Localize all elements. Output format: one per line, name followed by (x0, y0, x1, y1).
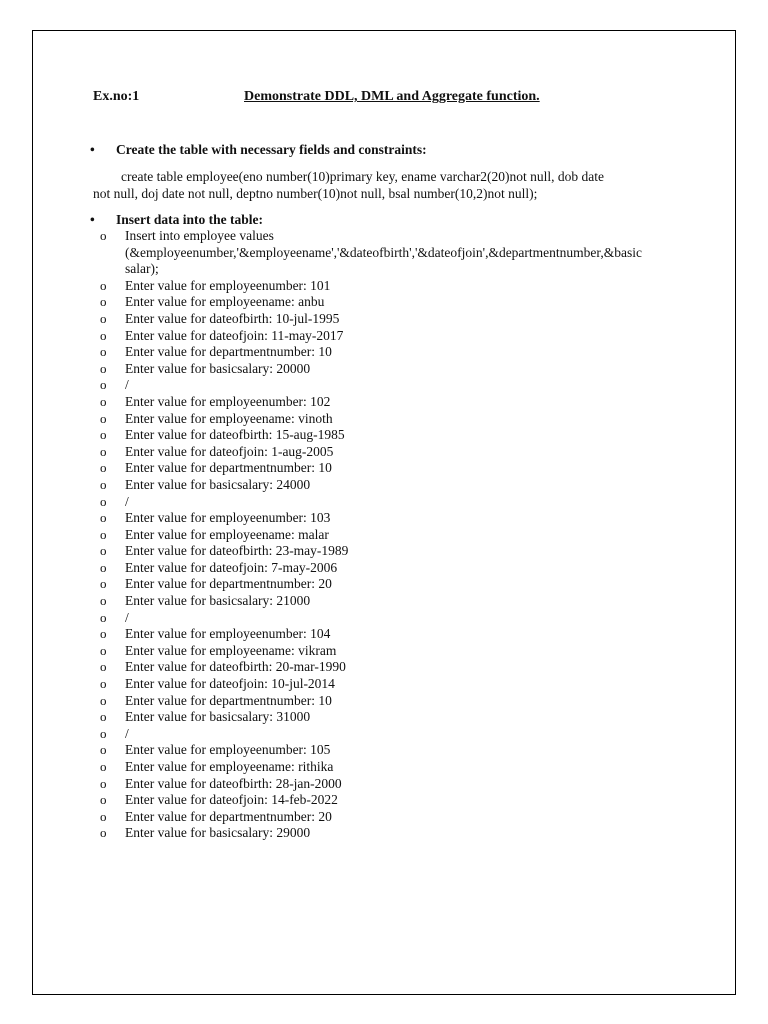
list-item-text: Enter value for dateofjoin: 1-aug-2005 (125, 443, 334, 459)
list-item-text: / (125, 609, 129, 625)
list-item (100, 527, 700, 544)
list-item (100, 659, 700, 676)
list-item (100, 676, 700, 693)
sub-bullet-icon: o (100, 659, 107, 675)
sub-bullet-icon: o (100, 642, 107, 658)
list-item-text: Enter value for dateofjoin: 14-feb-2022 (125, 792, 338, 808)
list-item-text: Enter value for basicsalary: 24000 (125, 476, 311, 492)
list-item (100, 610, 700, 627)
list-item-text: / (125, 493, 129, 509)
list-item (100, 742, 700, 759)
sql-line-1: create table employee(eno number(10)primary key, ename varchar2(20)not null, dob date (121, 169, 605, 184)
list-item (100, 576, 700, 593)
list-item (100, 643, 700, 660)
sub-bullet-icon: o (100, 543, 107, 559)
list-item (100, 560, 700, 577)
section-create-heading (90, 142, 427, 158)
list-item-text: Enter value for basicsalary: 31000 (125, 709, 311, 725)
sub-bullet-icon (100, 245, 125, 262)
list-item-text: Enter value for dateofbirth: 23-may-1989 (125, 543, 349, 559)
list-item (100, 494, 700, 511)
sub-bullet-icon: o (100, 825, 107, 841)
sub-bullet-icon: o (100, 742, 107, 758)
list-item (100, 726, 700, 743)
list-item-text: Enter value for departmentnumber: 20 (125, 808, 332, 824)
sub-bullet-icon: o (100, 427, 107, 443)
list-item-text: Enter value for dateofbirth: 20-mar-1990 (125, 659, 346, 675)
list-item (100, 510, 700, 527)
sub-bullet-icon: o (100, 393, 107, 409)
create-table-sql (93, 168, 653, 202)
list-item (100, 809, 700, 826)
list-item-text: Enter value for employeename: malar (125, 526, 329, 542)
sub-bullet-icon: o (100, 759, 107, 774)
sub-bullet-icon: o (100, 327, 107, 343)
list-item-text: Enter value for employeename: vikram (125, 642, 337, 658)
list-item (100, 444, 700, 461)
list-item-text: Enter value for departmentnumber: 10 (125, 460, 332, 476)
list-item-text: Insert into employee values (125, 228, 274, 243)
list-item (100, 825, 700, 842)
sub-bullet-icon: o (100, 775, 107, 791)
sub-bullet-icon: o (100, 493, 107, 509)
list-item-text: salar); (125, 261, 159, 277)
list-item-text: Enter value for dateofbirth: 28-jan-2000 (125, 775, 342, 791)
section-create-label: Create the table with necessary fields and constraints: (116, 142, 427, 157)
sub-bullet-icon: o (100, 294, 107, 310)
list-item (100, 460, 700, 477)
list-item (100, 693, 700, 710)
list-item-text: Enter value for employeename: anbu (125, 294, 325, 310)
sub-bullet-icon: o (100, 277, 107, 293)
list-item (100, 261, 700, 278)
sub-bullet-icon: o (100, 510, 107, 526)
list-item-text: Enter value for basicsalary: 20000 (125, 360, 311, 376)
sub-bullet-icon: o (100, 310, 107, 326)
list-item-text: Enter value for departmentnumber: 10 (125, 344, 332, 360)
sub-bullet-icon: o (100, 344, 107, 360)
sub-bullet-icon: o (100, 792, 107, 808)
page-title: Demonstrate DDL, DML and Aggregate function. (244, 89, 540, 104)
list-item (100, 792, 700, 809)
sub-bullet-icon: o (100, 593, 107, 609)
list-item-text: Enter value for employeenumber: 105 (125, 742, 331, 758)
sub-bullet-icon: o (100, 526, 107, 542)
list-item-text: Enter value for dateofjoin: 11-may-2017 (125, 327, 344, 343)
list-item-text: Enter value for basicsalary: 29000 (125, 825, 311, 841)
list-item (100, 411, 700, 428)
list-item-text: Enter value for basicsalary: 21000 (125, 593, 311, 609)
list-item-text: Enter value for employeenumber: 101 (125, 277, 331, 293)
sub-bullet-icon: o (100, 443, 107, 459)
list-item-text: Enter value for dateofjoin: 10-jul-2014 (125, 676, 335, 692)
list-item-text: Enter value for employeenumber: 104 (125, 626, 331, 642)
list-item (100, 377, 700, 394)
list-item (100, 709, 700, 726)
list-item-text: / (125, 725, 129, 741)
sub-bullet-icon: o (100, 377, 107, 393)
list-item (100, 311, 700, 328)
list-item-text: Enter value for dateofbirth: 10-jul-1995 (125, 310, 340, 326)
sub-bullet-icon: o (100, 692, 107, 708)
sub-bullet-icon: o (100, 609, 107, 625)
list-item (100, 328, 700, 345)
list-item (100, 543, 700, 560)
sub-bullet-icon: o (100, 476, 107, 492)
list-item-text: Enter value for employeename: vinoth (125, 410, 333, 426)
list-item (100, 593, 700, 610)
list-item (100, 361, 700, 378)
list-item-text: Enter value for departmentnumber: 10 (125, 692, 332, 708)
list-item (100, 228, 700, 245)
list-item (100, 245, 700, 262)
sub-bullet-icon: o (100, 460, 107, 476)
list-item-text: Enter value for departmentnumber: 20 (125, 576, 332, 592)
bullet-icon: • (90, 212, 95, 227)
section-insert-heading (90, 212, 263, 228)
sub-bullet-icon (100, 261, 125, 278)
list-item (100, 776, 700, 793)
sub-bullet-icon: o (100, 576, 107, 592)
sub-bullet-icon: o (100, 709, 107, 725)
list-item (100, 344, 700, 361)
list-item (100, 759, 700, 776)
list-item-text: Enter value for employeename: rithika (125, 759, 334, 774)
list-item-text: Enter value for dateofjoin: 7-may-2006 (125, 559, 338, 575)
sub-bullet-icon: o (100, 626, 107, 642)
list-item (100, 394, 700, 411)
sub-bullet-icon: o (100, 360, 107, 376)
sub-bullet-icon: o (100, 410, 107, 426)
list-item (100, 477, 700, 494)
bullet-icon: • (90, 142, 95, 157)
sql-line-2: not null, doj date not null, deptno number(10)not null, bsal number(10,2)not null); (93, 186, 538, 201)
list-item (100, 294, 700, 311)
list-item-text: / (125, 377, 129, 393)
sub-bullet-icon: o (100, 559, 107, 575)
list-item (100, 278, 700, 295)
sub-bullet-icon: o (100, 808, 107, 824)
sub-bullet-icon: o (100, 676, 107, 692)
exercise-number: Ex.no:1 (93, 89, 140, 104)
sub-bullet-icon: o (100, 725, 107, 741)
list-item (100, 427, 700, 444)
section-insert-label: Insert data into the table: (116, 212, 263, 227)
list-item-text: Enter value for employeenumber: 102 (125, 393, 331, 409)
sub-bullet-icon: o (100, 228, 107, 243)
list-item (100, 626, 700, 643)
insert-steps-list (100, 228, 700, 842)
list-item-text: Enter value for dateofbirth: 15-aug-1985 (125, 427, 345, 443)
list-item-text: Enter value for employeenumber: 103 (125, 510, 331, 526)
list-item-text: (&employeenumber,'&employeename','&dateofbirth','&dateofjoin',&departmentnumber,&basic (125, 244, 642, 260)
